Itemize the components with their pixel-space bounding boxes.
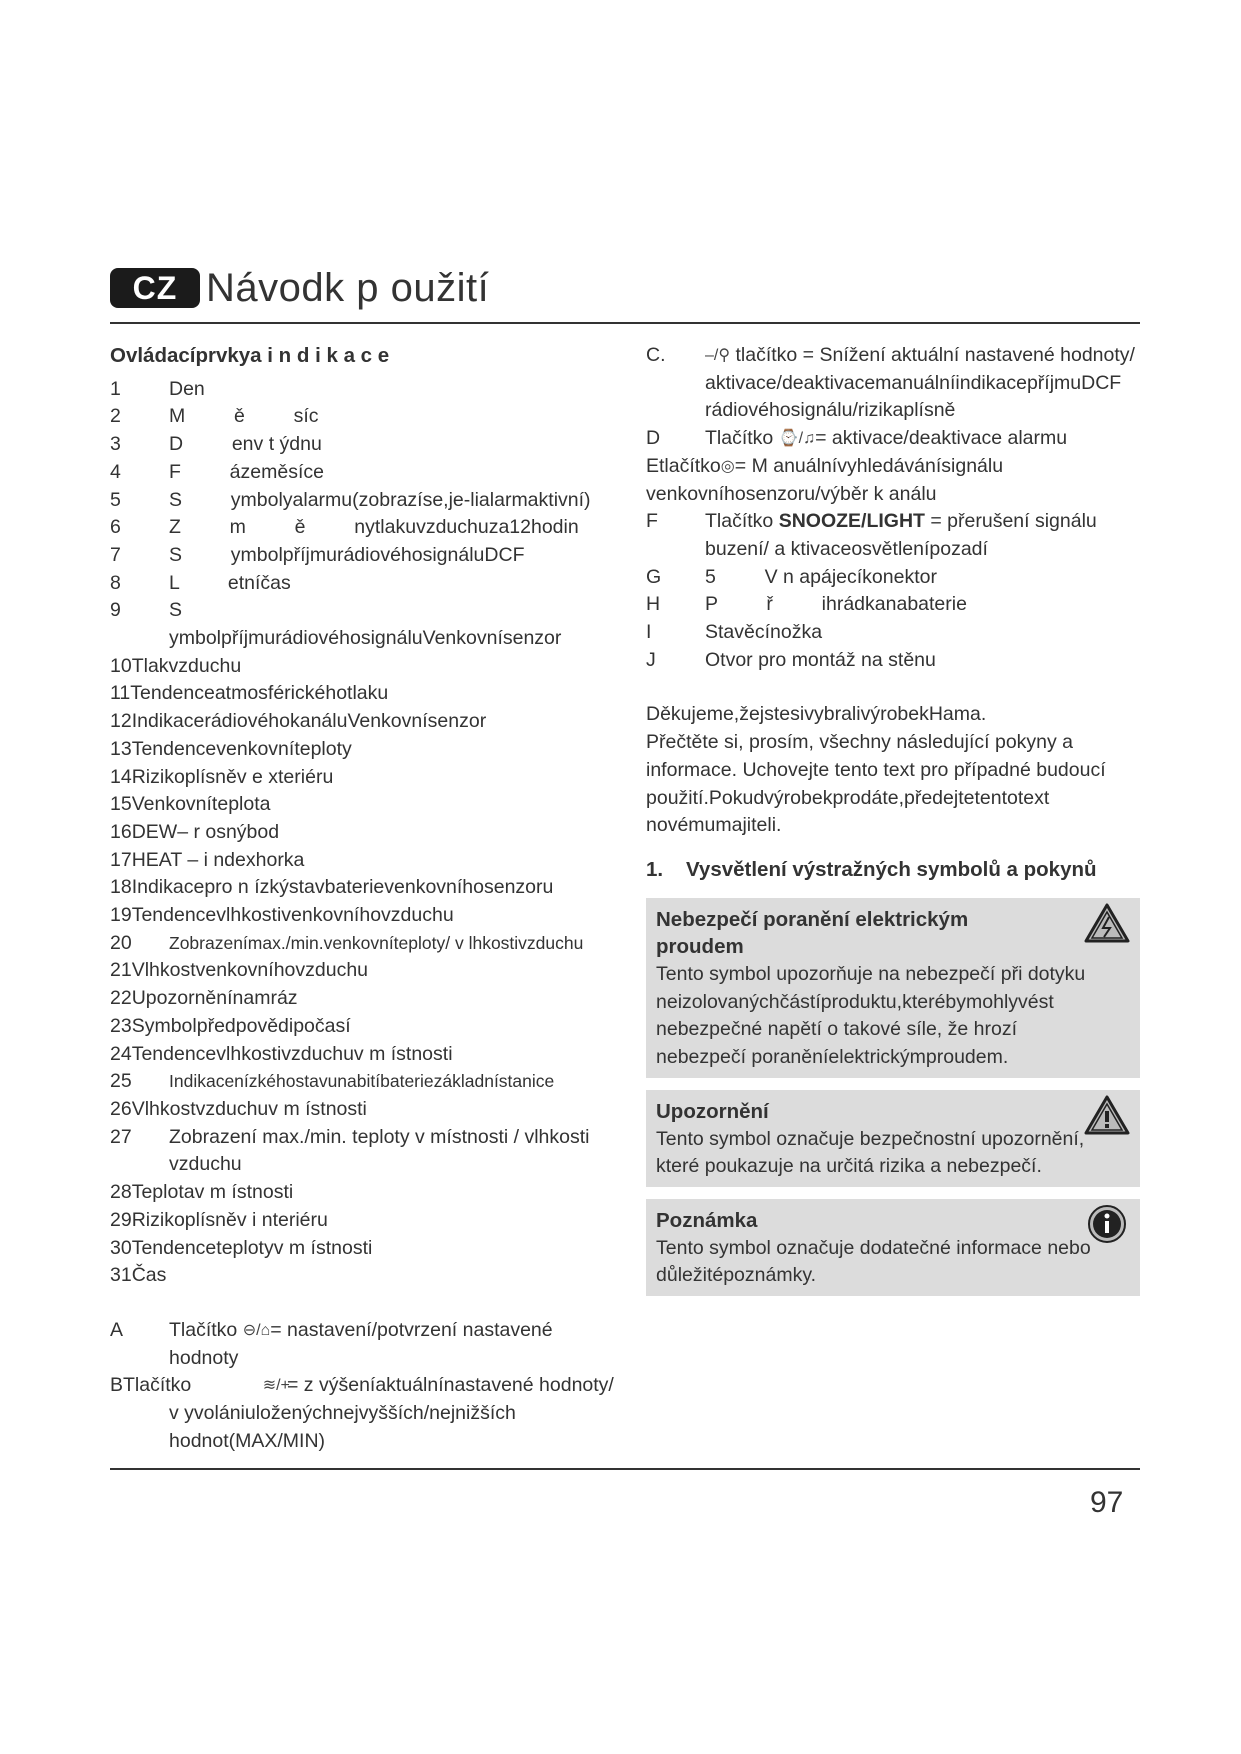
control-item [110, 791, 620, 819]
item-text: S ymbolpříjmurádiovéhosignáluVenkovnísenzor [169, 599, 562, 650]
item-text: Tlakvzduchu [131, 654, 242, 677]
item-number: 18 [110, 876, 132, 899]
control-item [110, 736, 620, 764]
electric-warning-box [646, 898, 1140, 1078]
page-header [110, 262, 1140, 310]
control-item-j [646, 647, 1140, 675]
control-item-a [110, 1317, 620, 1372]
control-item [110, 874, 620, 902]
item-number: 26 [110, 1097, 132, 1120]
control-item-d [646, 425, 1140, 453]
item-bold: SNOOZE/LIGHT [778, 510, 925, 533]
alarm-icon: ⌚/♫ [778, 430, 816, 448]
item-number: 9 [110, 599, 121, 622]
control-item [110, 597, 620, 652]
item-text: Tendenceteplotyv m ístnosti [131, 1236, 373, 1259]
control-item [110, 653, 620, 681]
item-number: 24 [110, 1042, 132, 1065]
item-text: Vlhkostvzduchuv m ístnosti [131, 1097, 367, 1120]
item-text: Teplotav m ístnosti [131, 1181, 294, 1204]
box-body: Tento symbol upozorňuje na nebezpečí při dotyku neizolovanýchčástíproduktu,kterébymohlyvést nebezpečné napětí o takové síle, že hrozí nebezpečí poraněníelektrickýmproudem. [656, 963, 1086, 1069]
box-heading: Nebezpečí poranění elektrickým proudem [656, 907, 969, 959]
item-number: 25 [110, 1070, 132, 1093]
item-letter: D [646, 427, 661, 450]
control-item [110, 680, 620, 708]
control-item [110, 514, 620, 542]
page-number: 97 [1090, 1486, 1124, 1519]
item-letter: F [646, 510, 658, 533]
item-letter: J [646, 648, 656, 671]
item-text: S ymbolpříjmurádiovéhosignáluDCF [169, 543, 525, 566]
controls-list [110, 376, 620, 1290]
control-item [110, 570, 620, 598]
item-text: DEW– r osnýbod [131, 820, 280, 843]
footer-divider [110, 1468, 1140, 1470]
item-text: S ymbolyalarmu(zobrazíse,je-lialarmaktivní) [169, 488, 591, 511]
item-number: 13 [110, 737, 132, 760]
control-item [110, 1124, 620, 1179]
item-prefix: Tlačítko [705, 510, 774, 533]
set-confirm-icon: ⊖/⌂ [242, 1321, 271, 1339]
item-text: = z výšeníaktuálnínastavené hodnoty/ v yvolániuloženýchnejvyšších/nejnižších hodnot(MAX/MIN) [169, 1374, 614, 1452]
item-number: 6 [110, 516, 121, 539]
control-item [110, 819, 620, 847]
item-text: tlačítko = Snížení aktuální nastavené hodnoty/ aktivace/deaktivacemanuálníindikacepříjmuDCF rádiovéhosignálu/rizikaplísně [705, 344, 1135, 422]
item-text: Indikacenízkéhostavunabitíbateriezákladnístanice [169, 1071, 555, 1092]
box-body: Tento symbol označuje bezpečnostní upozornění, které poukazuje na určitá rizika a nebezpečí. [656, 1127, 1085, 1178]
box-heading: Poznámka [656, 1208, 758, 1232]
item-text: Tendencevenkovníteploty [131, 737, 352, 760]
item-text: D env t ýdnu [169, 433, 322, 456]
control-item [110, 1041, 620, 1069]
minus-icon: –/⚲ [705, 347, 731, 364]
control-item [110, 708, 620, 736]
intro-thanks: Děkujeme,žejstesivybralivýrobekHama. [646, 703, 987, 726]
item-number: 1 [110, 377, 121, 400]
control-item-e [646, 453, 1140, 508]
control-item [110, 902, 620, 930]
item-letter: Etlačítko [646, 454, 721, 477]
control-item [110, 403, 620, 431]
item-text: Vlhkostvenkovníhovzduchu [131, 959, 369, 982]
item-text: Čas [131, 1264, 167, 1287]
item-text: Tendencevlhkostivzduchuv m ístnosti [131, 1042, 453, 1065]
control-item [110, 1207, 620, 1235]
control-item [110, 1179, 620, 1207]
item-text: = aktivace/deaktivace alarmu [815, 427, 1068, 450]
item-text: Z m ě nytlakuvzduchuza12hodin [169, 516, 579, 539]
item-number: 7 [110, 543, 121, 566]
language-badge: CZ [110, 268, 200, 308]
item-number: 5 [110, 488, 121, 511]
item-letter: BTlačítko [110, 1374, 192, 1397]
item-number: 11 [110, 682, 131, 705]
control-item [110, 431, 620, 459]
intro-text: Přečtěte si, prosím, všechny následující pokyny a informace. Uchovejte tento text pro případné budoucí použití.Pokudvýrobekprodáte,předejtetentotext novémumajiteli. [646, 731, 1106, 837]
control-item-h [646, 591, 1140, 619]
item-number: 29 [110, 1208, 132, 1231]
control-item-b [110, 1372, 620, 1455]
item-text: Otvor pro montáž na stěnu [705, 648, 936, 671]
item-text: Symbolpředpovědipočasí [131, 1014, 351, 1037]
item-number: 3 [110, 433, 121, 456]
item-text: Tendencevlhkostivenkovníhovzduchu [131, 904, 454, 927]
item-text: Venkovníteplota [131, 793, 271, 816]
item-text: Zobrazenímax./min.venkovníteploty/ v lhkostivzduchu [169, 932, 584, 953]
item-number: 16 [110, 820, 132, 843]
item-letter: C. [646, 344, 666, 366]
note-box [646, 1199, 1140, 1296]
warning-box [646, 1090, 1140, 1187]
item-text: F ázeměsíce [169, 460, 324, 483]
box-body: Tento symbol označuje dodatečné informace nebo důležitépoznámky. [656, 1236, 1091, 1287]
item-number: 21 [110, 959, 132, 982]
control-item-i [646, 619, 1140, 647]
control-item [110, 957, 620, 985]
item-number: 12 [110, 710, 132, 733]
item-text: Upozorněnínamráz [131, 987, 298, 1010]
left-column [110, 342, 620, 1455]
controls-section-title: Ovládacíprvkya i n d i k a c e [110, 344, 390, 367]
item-text: Stavěcínožka [705, 621, 823, 644]
item-number: 14 [110, 765, 132, 788]
item-number: 27 [110, 1125, 132, 1148]
item-text: L etníčas [169, 571, 291, 594]
control-item [110, 1262, 620, 1290]
item-prefix: Tlačítko [705, 427, 774, 450]
control-item-f [646, 508, 1140, 563]
control-item-g [646, 564, 1140, 592]
warnings-section-title [646, 856, 1140, 884]
control-item [110, 542, 620, 570]
control-item [110, 985, 620, 1013]
item-number: 17 [110, 848, 132, 871]
control-item [110, 376, 620, 404]
control-item [110, 764, 620, 792]
item-text: 5 V n apájecíkonektor [705, 565, 937, 588]
section-number: 1. [646, 857, 664, 881]
item-text: HEAT – i ndexhorka [131, 848, 305, 871]
item-number: 19 [110, 904, 132, 927]
header-divider [110, 322, 1140, 324]
item-letter: G [646, 565, 662, 588]
control-item [110, 1235, 620, 1263]
item-number: 30 [110, 1236, 132, 1259]
item-text: Rizikoplísněv i nteriéru [131, 1208, 328, 1231]
item-text: = přerušení signálu buzení/ a ktivaceosvětlenípozadí [705, 510, 1097, 560]
control-item [110, 847, 620, 875]
item-text: IndikacerádiovéhokanáluVenkovnísenzor [131, 710, 487, 733]
item-text: Indikacepro n ízkýstavbaterievenkovníhosenzoru [131, 876, 554, 899]
item-text: P ř ihrádkanabaterie [705, 593, 967, 616]
channel-icon: ◎ [720, 457, 735, 475]
item-number: 22 [110, 987, 132, 1010]
item-number: 31 [110, 1264, 132, 1287]
control-item [110, 1096, 620, 1124]
item-prefix: Tlačítko [169, 1318, 238, 1341]
item-text: M ě síc [169, 405, 319, 428]
section-title-text: Vysvětlení výstražných symbolů a pokynů [686, 857, 1097, 881]
item-letter: H [646, 593, 661, 616]
item-text: Rizikoplísněv e xteriéru [131, 765, 334, 788]
warning-icon [1084, 1094, 1130, 1136]
control-item [110, 930, 620, 958]
item-number: 8 [110, 571, 121, 594]
item-text: = M anuálnívyhledávánísignálu venkovníhosenzoru/výběr k análu [646, 454, 1004, 505]
item-letter: I [646, 621, 652, 644]
item-number: 2 [110, 405, 121, 428]
item-text: Zobrazení max./min. teploty v místnosti / vlhkosti vzduchu [169, 1125, 595, 1176]
item-text: Den [169, 377, 205, 400]
item-letter: A [110, 1318, 124, 1341]
info-icon [1084, 1203, 1130, 1245]
control-item [110, 1013, 620, 1041]
item-number: 20 [110, 931, 132, 954]
item-number: 15 [110, 793, 132, 816]
control-item [110, 1068, 620, 1096]
item-text: Tendenceatmosférickéhotlaku [130, 682, 389, 705]
control-item [110, 459, 620, 487]
electric-warning-icon [1084, 902, 1130, 944]
item-number: 4 [110, 460, 121, 483]
item-number: 10 [110, 654, 132, 677]
control-item [110, 487, 620, 515]
item-number: 28 [110, 1181, 132, 1204]
control-item-c [646, 342, 1140, 425]
page-title: Návodk p oužití [206, 266, 490, 310]
right-column [646, 342, 1140, 1308]
max-min-icon: ≋/+ [262, 1377, 290, 1395]
item-number: 23 [110, 1014, 132, 1037]
box-heading: Upozornění [656, 1099, 769, 1123]
item-text: = nastavení/potvrzení nastavené hodnoty [169, 1318, 553, 1369]
